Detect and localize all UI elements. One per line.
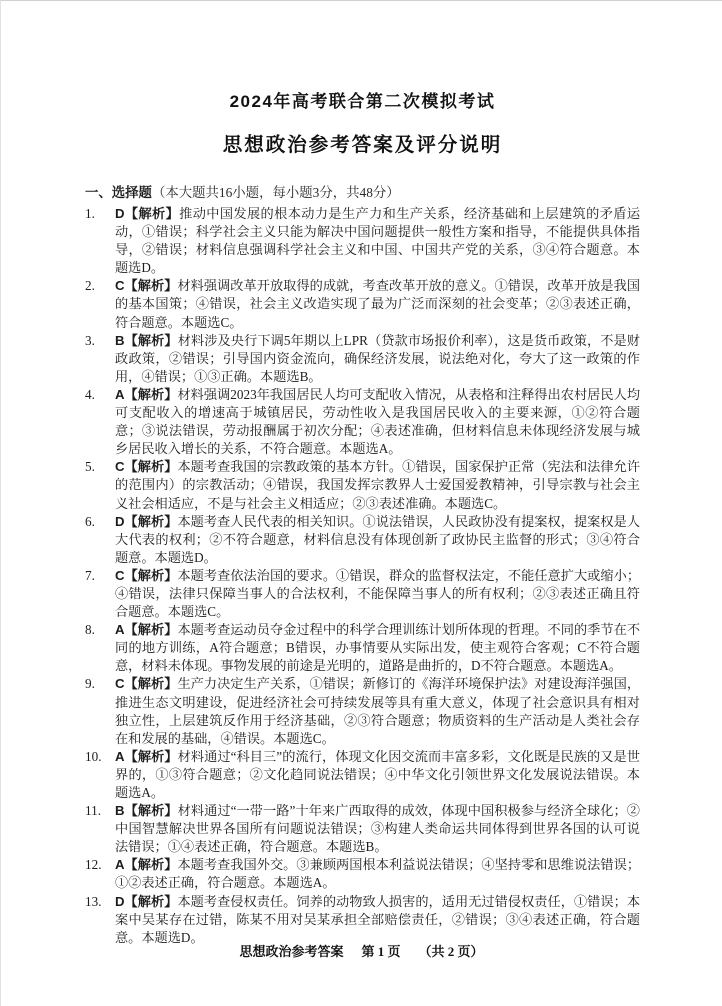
document-header <box>85 87 640 157</box>
analysis-text: 材料通过“一带一路”十年来广西取得的成效，体现中国积极参与经济全球化；②中国智慧解决世界各国所有问题说法错误；③构建人类命运共同体得到世界各国的认可说法错误；①④表述正确，符合题意。本题选B。 <box>115 803 640 855</box>
item-answer: C <box>115 459 125 475</box>
item-answer: A <box>115 386 125 402</box>
answer-item-13 <box>85 893 640 947</box>
section-note: （本大题共16小题，每小题3分，共48分） <box>151 185 400 200</box>
analysis-text: 本题考查依法治国的要求。①错误，群众的监督权法定，不能任意扩大或缩小；④错误，法律只保障当事人的合法权利，不能保障当事人的所有权利；②③表述正确且符合题意。本题选C。 <box>115 567 641 620</box>
item-answer: B <box>115 803 125 819</box>
item-number: 2. <box>85 278 95 294</box>
section-heading <box>85 184 640 202</box>
item-number: 9. <box>85 676 95 692</box>
item-answer: D <box>115 513 125 529</box>
analysis-label: 【解析】 <box>124 386 178 402</box>
analysis-text: 材料通过“科目三”的流行，体现文化因交流而丰富多彩，文化既是民族的又是世界的，①③符合题意；②文化趋同说法错误；④中华文化引领世界文化发展说法错误。本题选A。 <box>115 748 640 800</box>
answer-item-11 <box>85 802 640 856</box>
answer-item-5 <box>85 458 640 512</box>
answer-item-7 <box>85 567 640 621</box>
analysis-text: 材料涉及央行下调5年期以上LPR（贷款市场报价利率），这是货币政策，不是财政政策，②错误；引导国内资金流向，确保经济发展，说法绝对化，夸大了这一政策的作用，④错误；①③正确。本题选B。 <box>115 332 640 384</box>
analysis-label: 【解析】 <box>124 206 180 221</box>
item-number: 12. <box>85 857 102 873</box>
footer-page-number: 第 1 页 <box>361 944 401 959</box>
answer-item-3 <box>85 332 640 386</box>
analysis-label: 【解析】 <box>124 857 178 873</box>
footer-total-pages: （共 2 页） <box>418 944 484 959</box>
item-number: 11. <box>85 803 101 819</box>
item-number: 8. <box>85 622 95 638</box>
item-answer: C <box>115 676 125 692</box>
analysis-text: 本题考查我国的宗教政策的基本方针。①错误，国家保护正常（宪法和法律允许的范围内）的宗教活动；④错误，我国发挥宗教界人士爱国爱教精神，引导宗教与社会主义社会相适应，不是与社会主义相适应；②③表述准确。本题选C。 <box>115 459 641 511</box>
item-number: 3. <box>85 332 95 348</box>
analysis-text: 材料强调改革开放取得的成就，考查改革开放的意义。①错误，改革开放是我国的基本国策；④错误，社会主义改造实现了最为广泛而深刻的社会变革；②③表述正确，符合题意。本题选C。 <box>115 278 641 330</box>
analysis-text: 生产力决定生产关系，①错误；新修订的《海洋环境保护法》对建设海洋强国，推进生态文明建设，促进经济社会可持续发展等具有重大意义，体现了社会意识具有相对独立性，上层建筑反作用于经济基础，②③符合题意；物质资料的生产活动是人类社会存在和发展的基础，④错误。本题选C。 <box>115 676 641 746</box>
analysis-text: 本题考查运动员夺金过程中的科学合理训练计划所体现的哲理。不同的季节在不同的地方训练，A符合题意；B错误，办事情要从实际出发，使主观符合客观；C不符合题意，材料未体现。事物发展的前途是光明的，道路是曲折的，D不符合题意。本题选A。 <box>115 622 641 674</box>
item-answer: A <box>115 857 125 873</box>
footer-doc-name: 思想政治参考答案 <box>239 944 344 959</box>
answer-item-2 <box>85 277 640 331</box>
item-number: 1. <box>85 206 95 221</box>
item-answer: A <box>115 622 125 638</box>
item-answer: A <box>115 748 125 764</box>
answers-title: 思想政治参考答案及评分说明 <box>222 134 503 156</box>
answer-item-4 <box>85 386 640 458</box>
document-content <box>1 1 722 947</box>
item-answer: C <box>115 567 125 583</box>
analysis-label: 【解析】 <box>124 332 178 348</box>
section-title: 一、选择题 <box>85 185 152 200</box>
answer-item-12 <box>85 856 640 892</box>
item-number: 13. <box>85 893 102 909</box>
item-number: 5. <box>85 459 95 475</box>
analysis-text: 材料强调2023年我国居民人均可支配收入情况，从表格和注释得出农村居民人均可支配收入的增速高于城镇居民，劳动性收入是我国居民收入的主要来源，①②符合题意；③说法错误，劳动报酬属于初次分配；④表述准确，但材料信息未体现经济发展与城乡居民收入增长的关系，不符合题意。本题选A。 <box>115 386 641 457</box>
exam-title: 2024年高考联合第二次模拟考试 <box>229 92 496 111</box>
analysis-label: 【解析】 <box>124 513 178 529</box>
analysis-text: 本题考查我国外交。③兼顾两国根本利益说法错误；④坚持零和思维说法错误；①②表述正确，符合题意。本题选A。 <box>115 857 641 891</box>
answer-item-1 <box>85 205 640 277</box>
analysis-label: 【解析】 <box>124 567 178 583</box>
page-footer <box>1 941 722 960</box>
analysis-label: 【解析】 <box>124 459 178 475</box>
analysis-label: 【解析】 <box>124 278 178 294</box>
answer-item-9 <box>85 675 640 747</box>
analysis-text: 推动中国发展的根本动力是生产力和生产关系，经济基础和上层建筑的矛盾运动，①错误；科学社会主义只能为解决中国问题提供一般性方案和指导，不能提供具体指导，②错误；材料信息强调科学社会主义和中国、中国共产党的关系，③④符合题意。本题选D。 <box>115 206 641 276</box>
item-number: 10. <box>85 748 102 764</box>
item-answer: C <box>115 278 125 294</box>
analysis-label: 【解析】 <box>124 622 178 638</box>
item-answer: D <box>115 206 125 221</box>
answer-item-6 <box>85 513 640 567</box>
answer-item-8 <box>85 621 640 675</box>
answer-list <box>85 205 640 947</box>
item-number: 6. <box>85 513 95 529</box>
item-number: 4. <box>85 386 95 402</box>
answer-item-10 <box>85 748 640 802</box>
item-answer: D <box>115 893 125 909</box>
analysis-text: 本题考查侵权责任。饲养的动物致人损害的，适用无过错侵权责任，①错误；本案中吴某存在过错，陈某不用对吴某承担全部赔偿责任，②错误；③④表述正确，符合题意。本题选D。 <box>115 893 641 945</box>
analysis-label: 【解析】 <box>124 803 178 819</box>
analysis-text: 本题考查人民代表的相关知识。①说法错误，人民政协没有提案权，提案权是人大代表的权利；②不符合题意，材料信息没有体现创新了政协民主监督的形式；③④符合题意。本题选D。 <box>115 513 641 565</box>
item-number: 7. <box>85 567 95 583</box>
analysis-label: 【解析】 <box>124 748 178 764</box>
analysis-label: 【解析】 <box>124 893 178 909</box>
analysis-label: 【解析】 <box>124 676 178 692</box>
item-answer: B <box>115 332 125 348</box>
